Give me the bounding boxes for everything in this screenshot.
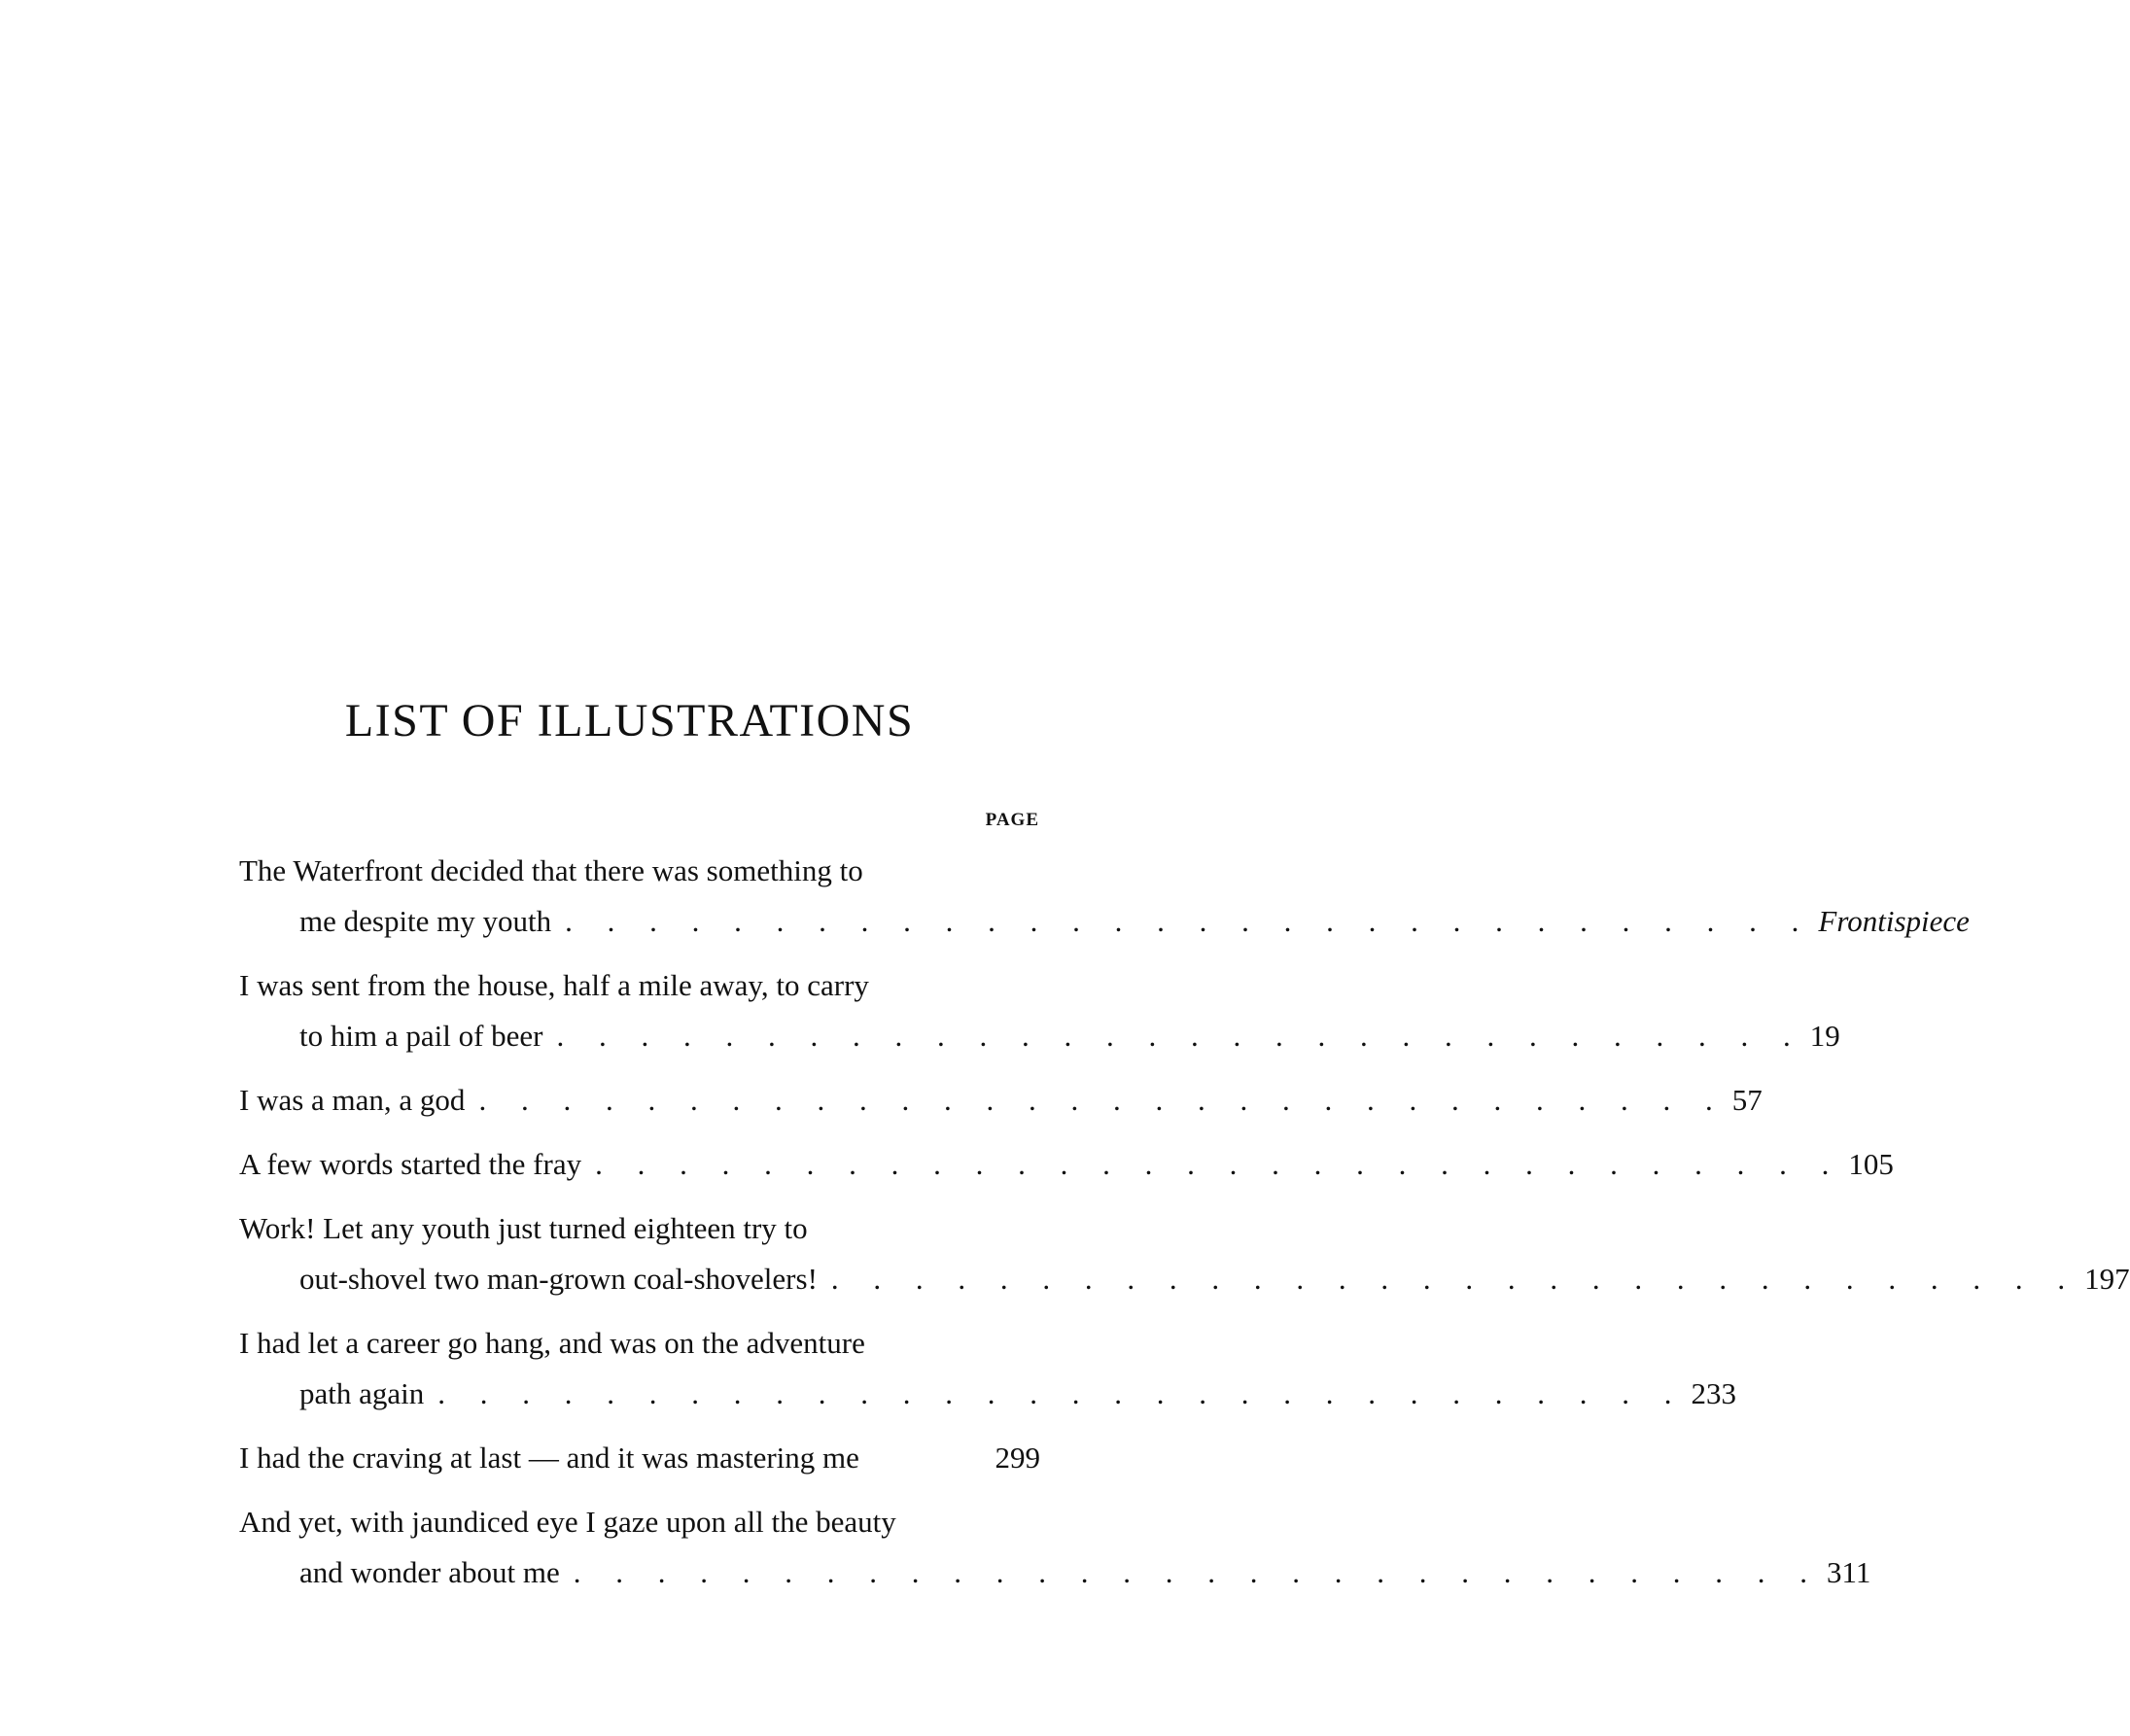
page-number: 311 — [1826, 1555, 1871, 1589]
list-item — [239, 1318, 1737, 1419]
dot-leader: . . . . . . . . . . . . . . . . . . . . . . . . . . . . . . — [573, 1555, 1821, 1589]
caption-line: I had let a career go hang, and was on the adventure — [239, 1326, 865, 1360]
dot-leader: . . . . . . . . . . . . . . . . . . . . . . . . . . . . . . — [437, 1376, 1686, 1410]
page-column-header: PAGE — [985, 810, 1039, 830]
caption-text: path again — [299, 1376, 425, 1410]
list-item — [239, 960, 1840, 1061]
caption-text: to him a pail of beer — [299, 1019, 543, 1053]
page-number: 105 — [1848, 1147, 1894, 1181]
caption-text: I had the craving at last — and it was mastering me — [239, 1441, 859, 1475]
caption-final-line — [239, 1011, 1840, 1061]
caption-text: out-shovel two man-grown coal-shovelers! — [299, 1262, 818, 1296]
caption-line: I was sent from the house, half a mile away, to carry — [239, 968, 869, 1002]
caption-final-line — [239, 1369, 1737, 1419]
page-number: 57 — [1731, 1083, 1763, 1117]
caption-line: Work! Let any youth just turned eighteen try to — [239, 1211, 808, 1245]
caption-final-line — [239, 1075, 1763, 1126]
page-number: 197 — [2084, 1262, 2130, 1296]
caption-final-line — [239, 896, 1970, 947]
caption-final-line — [239, 1254, 2130, 1304]
list-item — [239, 1433, 1040, 1483]
caption-final-line — [239, 1139, 1894, 1190]
caption-text: and wonder about me — [299, 1555, 560, 1589]
dot-leader: . . . . . . . . . . . . . . . . . . . . . . . . . . . . . . — [595, 1147, 1843, 1181]
page-number: 233 — [1691, 1376, 1737, 1410]
caption-final-line — [239, 1547, 1871, 1598]
list-item — [239, 1139, 1894, 1190]
caption-text: A few words started the fray — [239, 1147, 582, 1181]
list-item — [239, 1203, 2130, 1304]
list-item — [239, 1497, 1871, 1598]
caption-text: me despite my youth — [299, 904, 552, 938]
page-number: 19 — [1809, 1019, 1840, 1053]
list-item — [239, 846, 1970, 947]
caption-final-line — [239, 1433, 1040, 1483]
dot-leader: . . . . . . . . . . . . . . . . . . . . . . . . . . . . . . — [565, 904, 1813, 938]
caption-line: The Waterfront decided that there was something to — [239, 853, 863, 887]
page-title: LIST OF ILLUSTRATIONS — [344, 695, 915, 746]
dot-leader: . . . . . . . . . . . . . . . . . . . . . . . . . . . . . . — [830, 1262, 2079, 1296]
page-number: Frontispiece — [1818, 904, 1970, 938]
caption-line: And yet, with jaundiced eye I gaze upon all the beauty — [239, 1505, 896, 1539]
illustrations-list — [239, 846, 2130, 1598]
page-number: 299 — [995, 1441, 1040, 1475]
dot-leader: . . . . . . . . . . . . . . . . . . . . . . . . . . . . . . — [556, 1019, 1804, 1053]
dot-leader: . . . . . . . . . . . . . . . . . . . . . . . . . . . . . . — [478, 1083, 1727, 1117]
list-item — [239, 1075, 1763, 1126]
caption-text: I was a man, a god — [239, 1083, 466, 1117]
